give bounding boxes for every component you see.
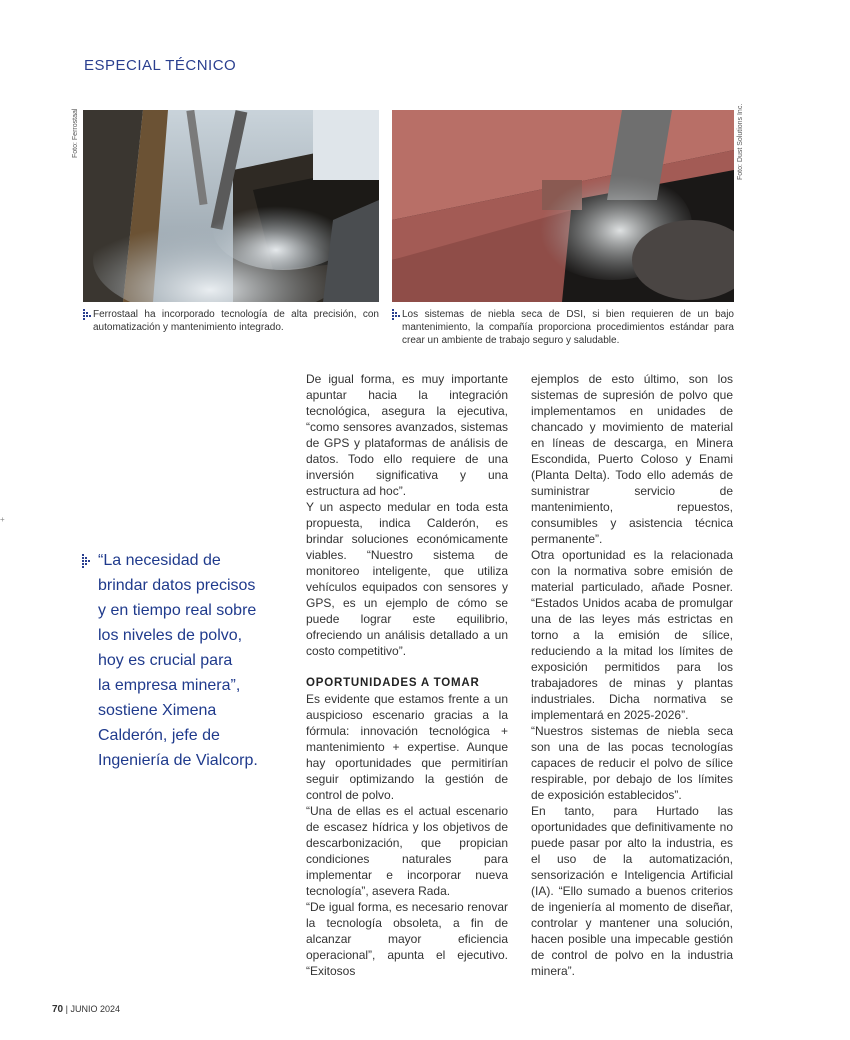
- photo-credit-left: Foto: Ferrostaal: [72, 108, 79, 158]
- photo-credit-right: Foto: Dust Solutions Inc.: [737, 103, 744, 180]
- caption-right: [392, 308, 734, 347]
- article-column-middle: [306, 371, 508, 979]
- photo-ferrostaal: [83, 110, 379, 302]
- pull-quote-line: sostiene Ximena: [98, 702, 217, 719]
- photo-dsi: [392, 110, 734, 302]
- paragraph: “De igual forma, es necesario renovar la tecnología obsoleta, a fin de alcanzar mayor eficiencia operacional”, apunta el ejecutivo. “Exitosos: [306, 900, 508, 978]
- caption-bullet-icon: [83, 309, 91, 319]
- pull-quote-line: brindar datos precisos: [98, 577, 256, 594]
- page-number: 70: [52, 1004, 64, 1015]
- footer-separator: |: [63, 1004, 71, 1014]
- paragraph: Otra oportunidad es la relacionada con la normativa sobre emisión de material particulado, añade Posner. “Estados Unidos acaba de promulgar una de las leyes más estrictas en torno a la emisión de sílice, reduciendo a la mitad los límites de exposición permitidos para los trabajadores de minas y plantas industriales. Dicha normativa se implementará en 2025-2026”.: [531, 548, 733, 722]
- photo-ferrostaal-image: [83, 110, 379, 302]
- pull-quote-line: la empresa minera”,: [98, 677, 241, 694]
- crop-mark: +: [0, 515, 5, 524]
- caption-left-text: Ferrostaal ha incorporado tecnología de alta precisión, con automatización y mantenimiento integrado.: [93, 309, 379, 333]
- section-label: ESPECIAL TÉCNICO: [84, 57, 237, 74]
- pull-quote: [82, 548, 282, 773]
- section-heading: OPORTUNIDADES A TOMAR: [306, 677, 480, 689]
- pull-quote-line: Calderón, jefe de: [98, 727, 220, 744]
- paragraph: De igual forma, es muy importante apuntar hacia la integración tecnológica, asegura la ejecutiva, “como sensores avanzados, sistemas de GPS y plataformas de análisis de datos. Todo ello requiere de una inversión significativa y una estructura ad hoc”.: [306, 372, 508, 498]
- pull-quote-line: los niveles de polvo,: [98, 627, 243, 644]
- pull-quote-line: hoy es crucial para: [98, 652, 233, 669]
- quote-bullet-icon: [82, 554, 94, 568]
- paragraph: “Una de ellas es el actual escenario de escasez hídrica y los objetivos de descarbonización, que propician condiciones naturales para implementar e incorporar nueva tecnología”, asevera Rada.: [306, 804, 508, 898]
- caption-bullet-icon: [392, 309, 400, 319]
- pull-quote-line: Ingeniería de Vialcorp.: [98, 752, 258, 769]
- issue-date: JUNIO 2024: [70, 1004, 120, 1014]
- paragraph: ejemplos de esto último, son los sistemas de supresión de polvo que implementamos en unidades de chancado y movimiento de material en líneas de descarga, en Minera Escondida, Puerto Coloso y Enami (Planta Delta). Todo ello además de suministrar servicio de mantenimiento, repuestos, consumibles y asistencia técnica permanente”.: [531, 372, 733, 546]
- paragraph: Y un aspecto medular en toda esta propuesta, indica Calderón, es brindar soluciones económicamente viables. “Nuestro sistema de monitoreo inteligente, que utiliza vehículos equipados con sensores y GPS, es un ejemplo de cómo se puede lograr este equilibrio, ofreciendo un análisis detallado a un costo competitivo”.: [306, 500, 508, 658]
- caption-right-text: Los sistemas de niebla seca de DSI, si bien requieren de un bajo mantenimiento, la compañía proporciona procedimientos estándar para crear un ambiente de trabajo seguro y saludable.: [402, 309, 734, 346]
- paragraph: En tanto, para Hurtado las oportunidades que definitivamente no puede pasar por alto la industria, es el uso de la automatización, sensorización e Inteligencia Artificial (IA). “Ello sumado a buenos criterios de ingeniería al momento de diseñar, controlar y mantener una solución, hacen posible una impecable gestión de control de polvo en la industria minera”.: [531, 804, 733, 978]
- article-column-right: [531, 371, 733, 979]
- pull-quote-line: “La necesidad de: [98, 552, 221, 569]
- paragraph: Es evidente que estamos frente a un auspicioso escenario gracias a la fórmula: innovación tecnológica + mantenimiento + expertise. Aunque hay oportunidades que permitirían seguir optimizando la gestión de control de polvo.: [306, 692, 508, 802]
- paragraph: “Nuestros sistemas de niebla seca son una de las pocas tecnologías capaces de reducir el polvo de sílice respirable, por debajo de los límites de exposición establecidos”.: [531, 724, 733, 802]
- caption-left: [83, 308, 379, 334]
- pull-quote-line: y en tiempo real sobre: [98, 602, 257, 619]
- photo-dsi-image: [392, 110, 734, 302]
- page-footer: [52, 1004, 120, 1015]
